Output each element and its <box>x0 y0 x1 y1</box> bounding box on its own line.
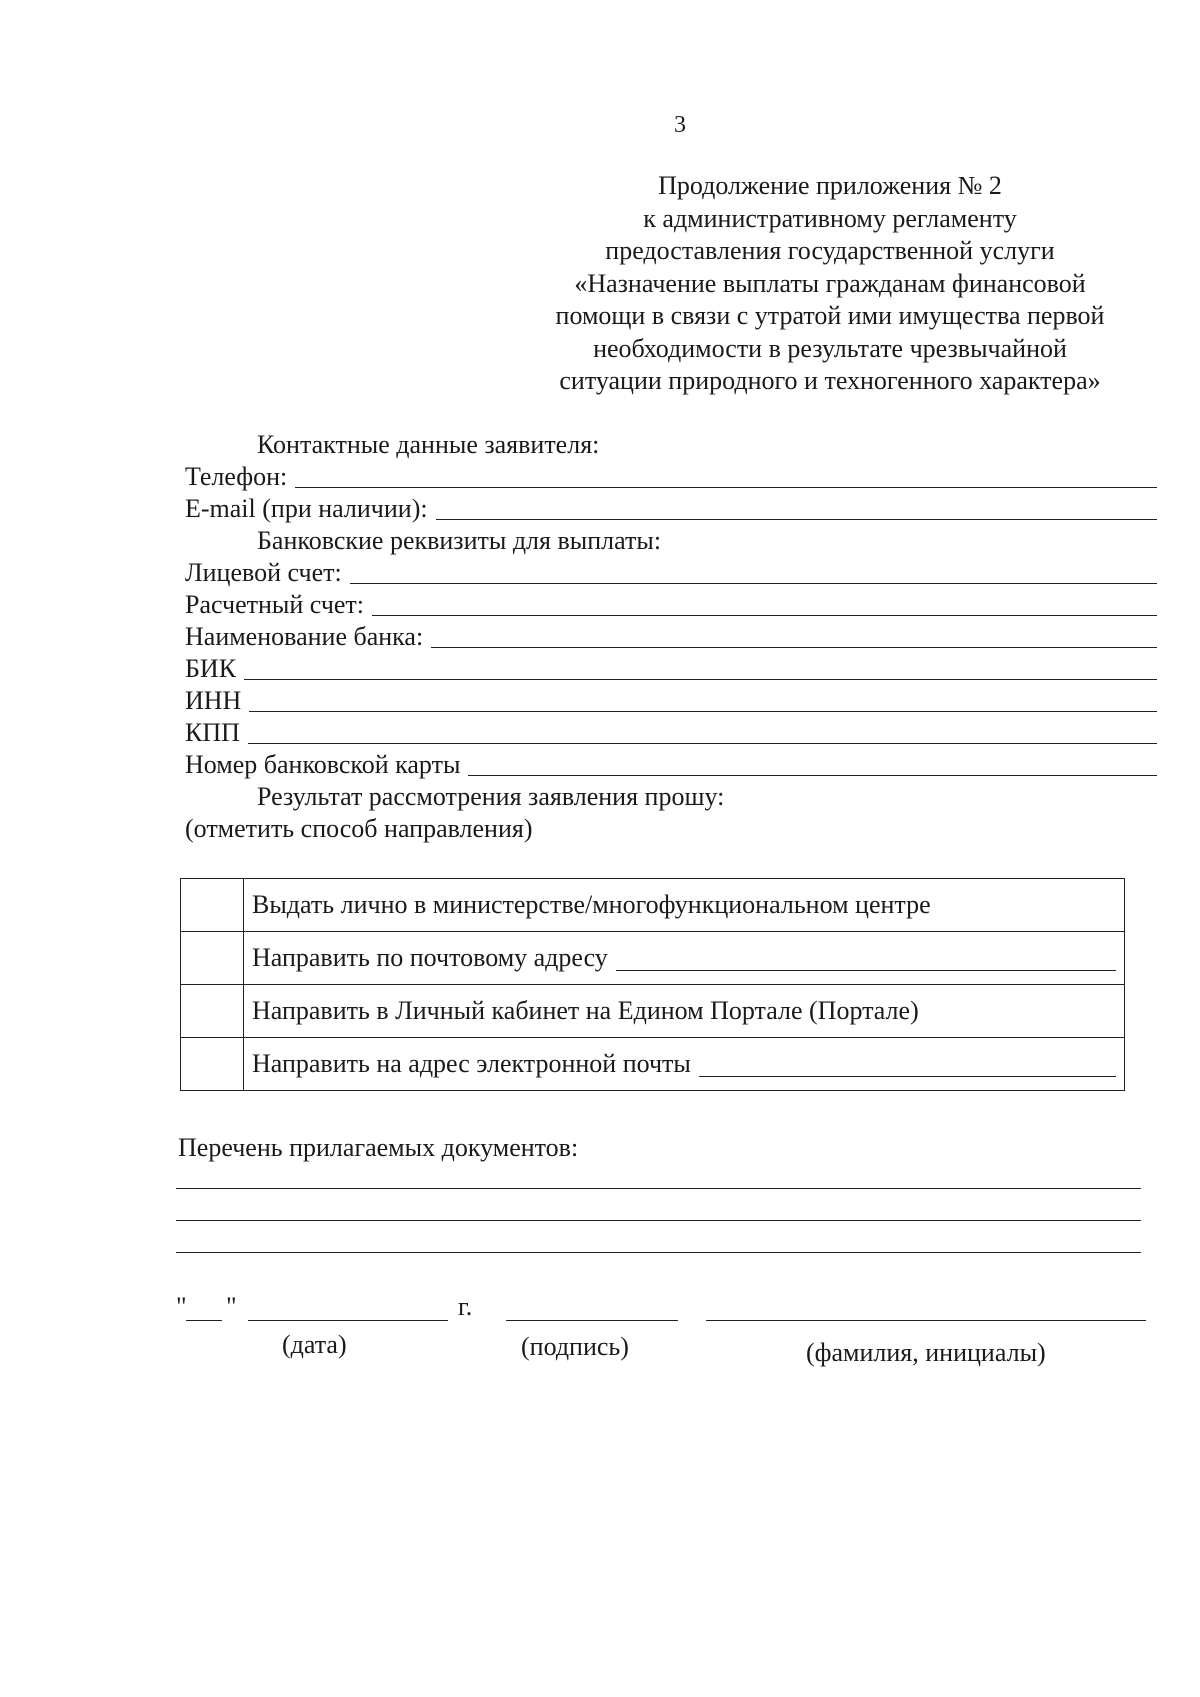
heading-line: помощи в связи с утратой ими имущества первой <box>555 301 1105 330</box>
method-label-email: Направить на адрес электронной почты <box>252 1049 691 1078</box>
bank-title-text: Банковские реквизиты для выплаты: <box>257 526 662 555</box>
table-row <box>181 932 1125 985</box>
phone-field[interactable] <box>295 465 1157 488</box>
result-title <box>185 780 1157 812</box>
bank-name-row <box>185 620 1157 652</box>
method-checkbox-post[interactable] <box>181 932 244 985</box>
quote-close: " <box>226 1292 237 1321</box>
personal-account-label: Лицевой счет: <box>185 558 342 587</box>
phone-row <box>185 460 1157 492</box>
date-caption: (дата) <box>282 1330 347 1359</box>
settlement-account-row <box>185 588 1157 620</box>
document-line[interactable] <box>176 1252 1141 1253</box>
inn-field[interactable] <box>249 689 1157 712</box>
contacts-title <box>185 428 1157 460</box>
document-line[interactable] <box>176 1220 1141 1221</box>
table-row <box>181 879 1125 932</box>
applicant-form <box>185 428 1157 844</box>
result-subtitle <box>185 812 1157 844</box>
day-field[interactable] <box>186 1290 222 1321</box>
document-line[interactable] <box>176 1188 1141 1189</box>
year-suffix: г. <box>458 1292 473 1321</box>
inn-label: ИНН <box>185 686 242 715</box>
signature-field[interactable] <box>506 1290 678 1321</box>
postal-address-field[interactable] <box>616 948 1116 971</box>
email-field[interactable] <box>436 497 1157 520</box>
bik-row <box>185 652 1157 684</box>
bank-name-label: Наименование банка: <box>185 622 424 651</box>
method-label-in-person: Выдать лично в министерстве/многофункциональном центре <box>244 879 1125 932</box>
contacts-title-text: Контактные данные заявителя: <box>257 430 600 459</box>
heading-line: ситуации природного и техногенного характера» <box>559 366 1101 395</box>
name-field[interactable] <box>706 1290 1146 1321</box>
heading-line: к административному регламенту <box>643 203 1017 233</box>
bank-name-field[interactable] <box>431 625 1157 648</box>
personal-account-row <box>185 556 1157 588</box>
page-number: 3 <box>674 112 686 138</box>
result-title-text: Результат рассмотрения заявления прошу: <box>257 782 725 811</box>
method-cell-email <box>244 1038 1125 1091</box>
method-label-post: Направить по почтовому адресу <box>252 943 608 972</box>
email-address-field[interactable] <box>699 1054 1116 1077</box>
inn-row <box>185 684 1157 716</box>
result-subtitle-text: (отметить способ направления) <box>185 814 533 843</box>
method-cell-post <box>244 932 1125 985</box>
method-checkbox-portal[interactable] <box>181 985 244 1038</box>
signature-caption: (подпись) <box>521 1332 629 1361</box>
card-row <box>185 748 1157 780</box>
heading-line: «Назначение выплаты гражданам финансовой <box>574 268 1086 298</box>
quote-open: " <box>176 1292 187 1321</box>
email-label: E-mail (при наличии): <box>185 494 428 523</box>
personal-account-field[interactable] <box>350 561 1157 584</box>
heading-line: необходимости в результате чрезвычайной <box>593 333 1067 363</box>
method-checkbox-email[interactable] <box>181 1038 244 1091</box>
kpp-row <box>185 716 1157 748</box>
heading-line: предоставления государственной услуги <box>605 236 1055 265</box>
bik-label: БИК <box>185 654 237 683</box>
kpp-field[interactable] <box>248 721 1157 744</box>
appendix-heading <box>520 170 1140 398</box>
bank-title <box>185 524 1157 556</box>
signature-captions <box>176 1330 1146 1370</box>
card-label: Номер банковской карты <box>185 750 461 779</box>
settlement-account-field[interactable] <box>372 593 1157 616</box>
bik-field[interactable] <box>244 657 1157 680</box>
method-checkbox-in-person[interactable] <box>181 879 244 932</box>
signature-row <box>176 1290 1146 1330</box>
settlement-account-label: Расчетный счет: <box>185 590 365 619</box>
month-field[interactable] <box>248 1290 448 1321</box>
phone-label: Телефон: <box>185 462 288 491</box>
email-row <box>185 492 1157 524</box>
name-caption: (фамилия, инициалы) <box>806 1338 1046 1367</box>
documents-title: Перечень прилагаемых документов: <box>178 1133 579 1162</box>
table-row <box>181 985 1125 1038</box>
method-label-portal: Направить в Личный кабинет на Едином Портале (Портале) <box>244 985 1125 1038</box>
table-row <box>181 1038 1125 1091</box>
card-field[interactable] <box>468 753 1157 776</box>
kpp-label: КПП <box>185 718 240 747</box>
delivery-methods-table <box>180 878 1125 1091</box>
heading-line: Продолжение приложения № 2 <box>658 171 1002 200</box>
